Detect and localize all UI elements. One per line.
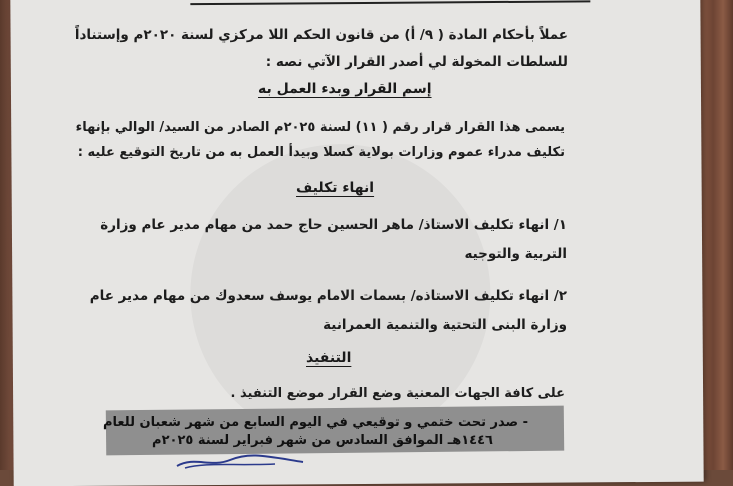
decision-line-1: يسمى هذا القرار قرار رقم ( ١١) لسنة ٢٠٢٥م الصادر من السيد/ الوالي بإنهاء (75, 120, 565, 135)
decision-line-2: تكليف مدراء عموم وزارات بولاية كسلا وبيدأ العمل به من تاريخ التوقيع عليه : (77, 145, 565, 160)
header-underline-fragment (190, 0, 590, 5)
heading-execution: التنفيذ (306, 350, 352, 366)
item-2-line-1: ٢/ انهاء تكليف الاستاذه/ بسمات الامام يوسف سعدوك من مهام مدير عام (89, 288, 567, 304)
item-1-line-1: ١/ انهاء تكليف الاستاذ/ ماهر الحسين حاج حمد من مهام مدير عام وزارة (100, 217, 567, 233)
background-wood-right (700, 0, 733, 470)
preamble-line-2: للسلطات المخولة لي أصدر القرار الآتي نصه : (265, 54, 568, 70)
signature-scribble (175, 452, 305, 470)
footer-line-1: - صدر تحت ختمي و توقيعي في اليوم السابع من شهر شعبان للعام (103, 415, 528, 430)
preamble-line-1: عملاً بأحكام المادة ( ٩/ أ) من قانون الحكم اللا مركزي لسنة ٢٠٢٠م وإستناداً (74, 27, 568, 43)
item-1-line-2: التربية والتوجيه (464, 246, 567, 262)
heading-decision-name: إسم القرار وبدء العمل به (258, 81, 432, 97)
footer-line-2: ١٤٤٦هـ الموافق السادس من شهر فبراير لسنة ٢٠٢٥م (152, 433, 493, 448)
item-2-line-2: وزارة البنى التحتية والتنمية العمرانية (323, 317, 567, 333)
execution-text: على كافة الجهات المعنية وضع القرار موضع التنفيذ . (230, 386, 565, 401)
heading-termination: انهاء تكليف (296, 180, 375, 196)
